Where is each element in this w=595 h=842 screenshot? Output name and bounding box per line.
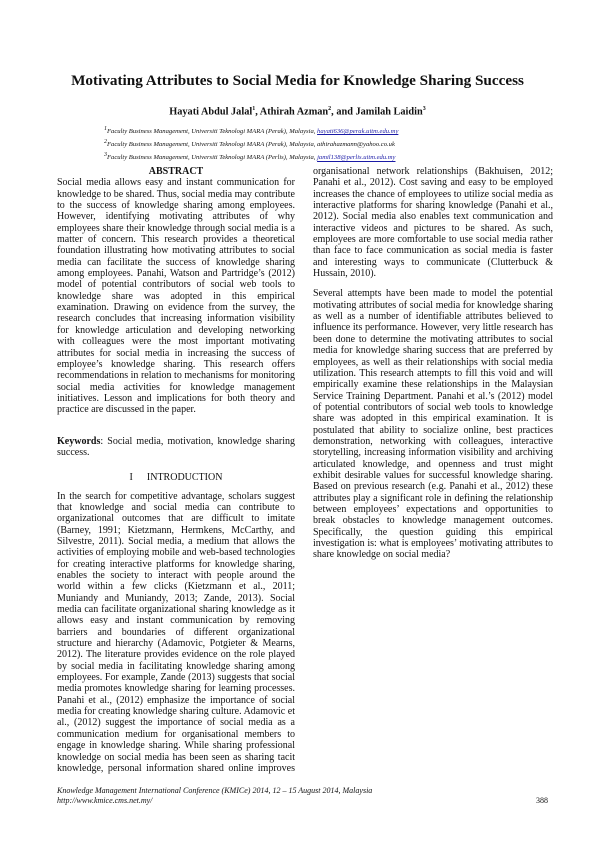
- section-title: INTRODUCTION: [146, 472, 223, 484]
- page-number: 388: [536, 796, 548, 805]
- affiliation-text: Faculty Business Management, Universiti Teknologi MARA (Perak), Malaysia,: [107, 128, 318, 136]
- section-heading: [57, 472, 295, 483]
- page-footer: [57, 786, 553, 806]
- abstract-text: Social media allows easy and instant communication for knowledge to be shared. Thus, social media may contribute to the success of knowledge sharing among employees. However, identifying motivating attributes of why employees share their knowledge through social media is a matter of concern. This research provides a theoretical foundation illustrating how motivating attributes to social media can facilitate the success of knowledge sharing among employees. Panahi, Watson and Partridge’s (2012) model of potential contributors of social web tools to knowledge share was adopted in this empirical examination. Drawing on evidence from the survey, the research concludes that increasing information visibility for knowledge articulation and developing networking with colleagues were the most important motivating attributes for social media in increasing the success of employee’s knowledge sharing. This research offers recommendations in relation to mechanisms for monitoring social media activities for knowledge management initiatives. Lesson and implications for both theory and practice are discussed in the paper.: [57, 177, 295, 416]
- keywords-text: : Social media, motivation, knowledge sharing success.: [57, 435, 295, 458]
- author-sup: 3: [422, 106, 426, 112]
- section-number: I: [129, 472, 133, 484]
- author-sep: ,: [255, 106, 260, 118]
- affiliation-list: [104, 124, 534, 164]
- footer-url: http://www.kmice.cms.net.my/: [57, 796, 153, 805]
- affiliation-sup: 2: [104, 139, 107, 146]
- author-name: Jamilah Laidin: [355, 106, 423, 118]
- keywords-label: Keywords: [57, 435, 101, 447]
- intro-paragraph-1: In the search for competitive advantage, scholars suggest that knowledge and social media can contribute to organizational outcomes that are difficult to imitate (Barney, 1991; Kietzmann, Hermkens, McCarthy, and Silvestre, 2011). Social media, a medium that allows the activities of employing mobile and web-based technologies for creating interactive platforms for knowledge sharing, enables the society to interact with people around the world within a few clicks (Kietzmann et al., 2011; Muniandy and Muniandy, 2013; Zande, 2013). Social media can facilitate organizational sharing knowledge as it allows easy and instant communication by removing barriers and boundaries of different organizational structure and hierarchy (Adamovic, Potgieter & Mearns, 2012). The literature provides evidence on the role played by social media in facilitating knowledge sharing among employees. For example, Zande (2013) suggests that social media promotes knowledge sharing for learning processes. Panahi et al., (2012) emphasize the importance of social media for creating knowledge sharing culture. Adamovic et al., (2012) suggest the importance of social media as a communication medium for organisational members to engage in knowledge sharing. While sharing professional knowledge on social media has been seen as sharing tacit knowledge, personal information shared online improves: [57, 490, 295, 774]
- author-sup: 2: [328, 106, 332, 112]
- author-name: Hayati Abdul Jalal: [169, 106, 253, 118]
- paper-title: Motivating Attributes to Social Media for Knowledge Sharing Success: [71, 72, 524, 89]
- keywords: [57, 436, 295, 459]
- affiliation-email-link[interactable]: jamil138@perlis.uitm.edu.my: [317, 154, 396, 162]
- affiliation-sup: 1: [104, 126, 107, 132]
- affiliation-email-link[interactable]: hayati636@perak.uitm.edu.my: [317, 128, 399, 136]
- author-list: [30, 106, 565, 117]
- affiliation-text: Faculty Business Management, Universiti Teknologi MARA (Perlis), Malaysia,: [107, 154, 318, 162]
- abstract-heading: ABSTRACT: [148, 166, 204, 177]
- affiliation: [104, 137, 534, 150]
- affiliation-sup: 3: [104, 152, 107, 159]
- affiliation: [104, 150, 534, 163]
- author-name: Athirah Azman: [259, 106, 329, 118]
- intro-paragraph-2: Several attempts have been made to model the potential motivating attributes of social media for knowledge sharing as well as a number of identifiable attributes believed to influence its performance. However, very little research has been done to determine the motivating attributes to social media for knowledge sharing success that are preferred by employees, as well as their relationships with social media utilization. This research attempts to fill this void and will empirically examine these relationships in the Malaysian Service Training Department. Panahi et al.’s (2012) model of potential contributors of social web tools to knowledge share was adopted in this empirical examination. It is postulated that ability to socialize online, best practices demonstration, networking with colleagues, interactive storytelling, increasing information visibility and archiving articulated knowledge, and openness and trust might exhibit desirable values for successful knowledge sharing. Based on previous research (e.g. Panahi et al., 2012) these attributes play a significant role in defining the relationship between employees’ expectations and opportunities to break obstacles to knowledge management outcomes. Specifically, the question guiding this empirical investigation is: what is employees’ motivating attributes to share knowledge on social media?: [313, 288, 553, 561]
- affiliation-text: Faculty Business Management, Universiti Teknologi MARA (Perak), Malaysia, athirahazmann@yahoo.co.uk: [107, 141, 395, 149]
- author-sep: , and: [331, 106, 356, 118]
- author-sup: 1: [252, 106, 256, 112]
- affiliation: [104, 124, 534, 137]
- intro-paragraph-1-continued: organisational network relationships (Bakhuisen, 2012; Panahi et al., 2012). Cost saving and easy to be employed increases the chance of employees to utilize social media as interactive platforms for sharing knowledge (Panahi et al., 2012). Social media also enables text communication and interactive videos and pictures to be shared. As such, employees are more comfortable to use social media rather than face to face communication as social media is faster and interesting ways to communicate (Clutterbuck & Hussain, 2010).: [313, 166, 553, 280]
- footer-conference: Knowledge Management International Conference (KMICe) 2014, 12 – 15 August 2014, Malaysia: [57, 786, 373, 795]
- right-column: [313, 166, 553, 561]
- left-column: [57, 166, 295, 774]
